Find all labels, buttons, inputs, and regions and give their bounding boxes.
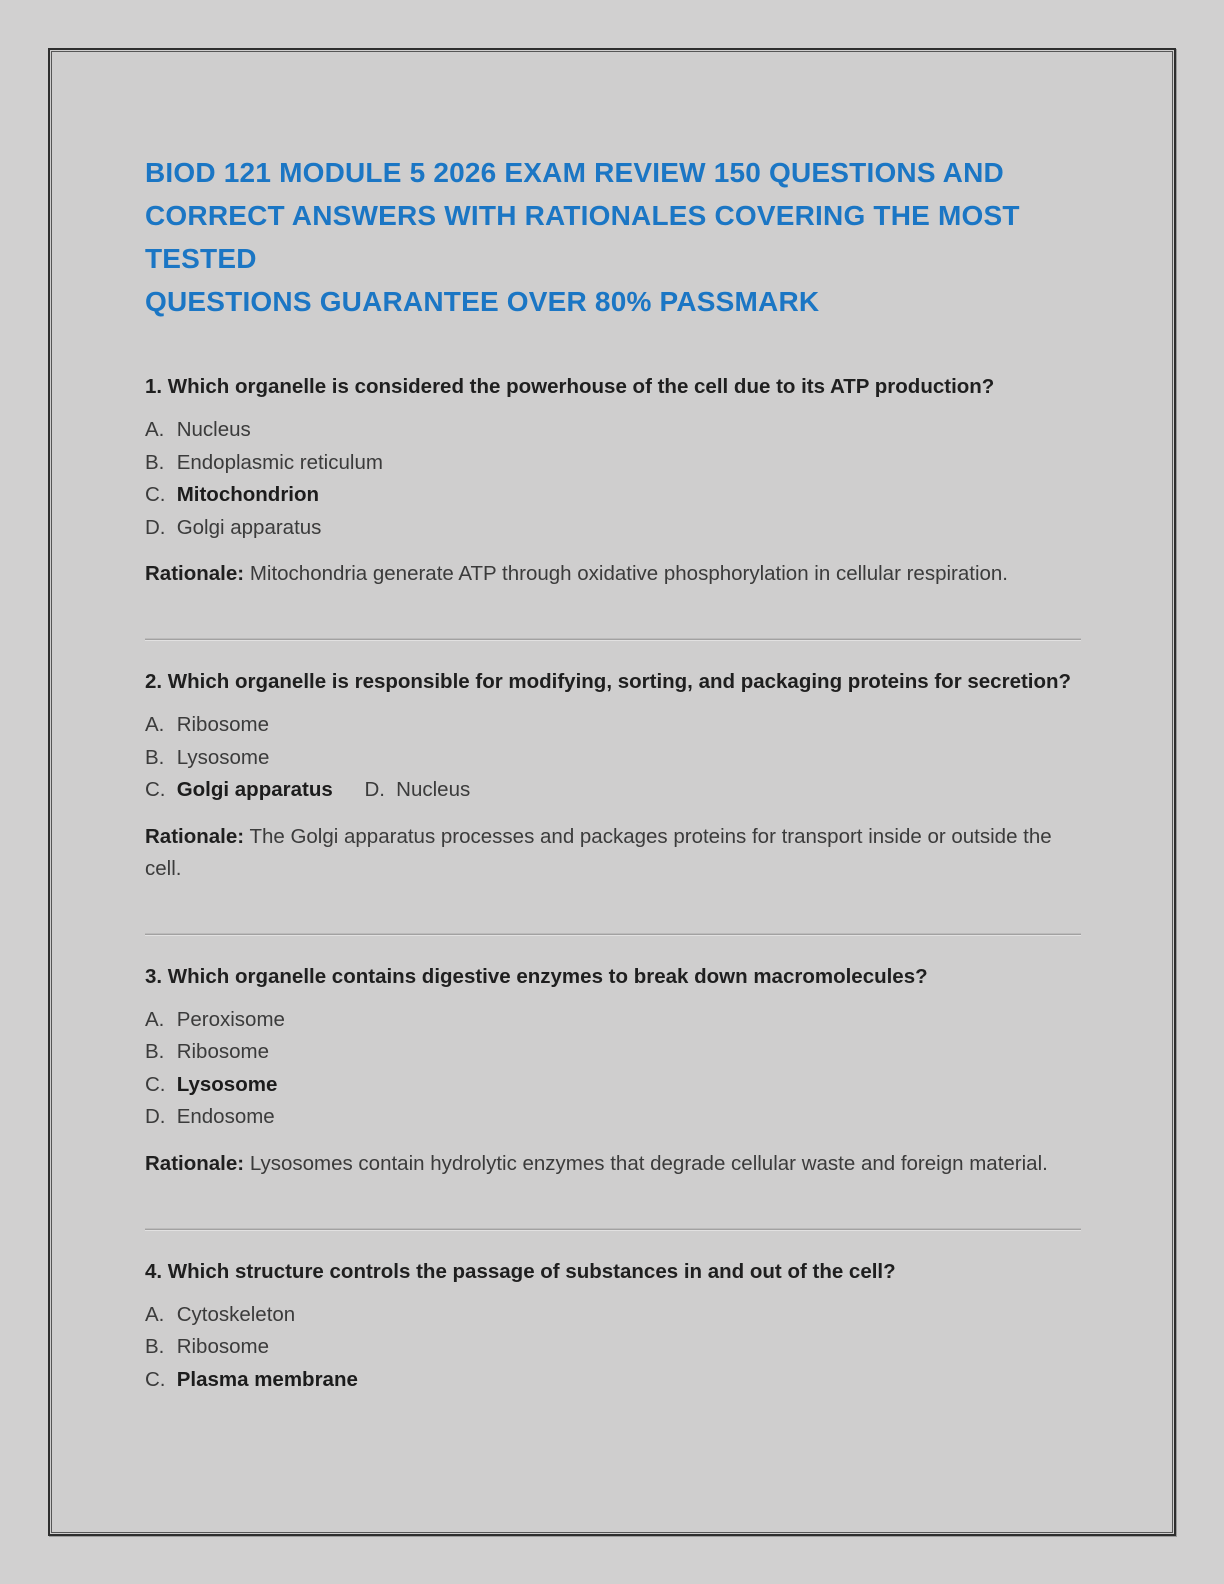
- options-list: [145, 414, 1076, 544]
- option-label: D.: [145, 1105, 166, 1128]
- rationale-label: Rationale:: [145, 1151, 245, 1175]
- option-label: A.: [145, 713, 165, 736]
- option-text: Endoplasmic reticulum: [176, 450, 383, 474]
- document-title-line: CORRECT ANSWERS WITH RATIONALES COVERING THE MOST TESTED: [145, 200, 1020, 274]
- option-label: B.: [145, 450, 165, 474]
- question-block-2: [145, 668, 1076, 885]
- rationale-text: The Golgi apparatus processes and packages proteins for transport inside or outside the cell.: [145, 824, 1052, 880]
- options-list: [145, 1004, 1076, 1134]
- question-divider: [145, 638, 1081, 641]
- document-title-line: BIOD 121 MODULE 5 2026 EXAM REVIEW 150 QUESTIONS AND: [145, 157, 1004, 188]
- option-text-correct: Plasma membrane: [176, 1367, 358, 1391]
- option-text: Ribosome: [176, 1040, 269, 1063]
- option-row: [145, 1299, 1076, 1332]
- option-row: [145, 479, 1076, 512]
- option-label: C.: [145, 778, 166, 801]
- option-text: Cytoskeleton: [176, 1302, 296, 1326]
- option-row: [145, 512, 1076, 545]
- rationale-label: Rationale:: [145, 562, 245, 585]
- option-label: B.: [145, 1040, 165, 1063]
- option-row: [145, 447, 1076, 480]
- rationale-text: Lysosomes contain hydrolytic enzymes that degrade cellular waste and foreign material.: [249, 1151, 1048, 1175]
- option-label: A.: [145, 1007, 165, 1031]
- option-row: [145, 1101, 1076, 1134]
- option-row: [145, 1036, 1076, 1069]
- option-text: Lysosome: [176, 745, 270, 769]
- option-text: Golgi apparatus: [176, 515, 322, 539]
- option-row: [145, 1004, 1076, 1037]
- option-row: [145, 1364, 1076, 1397]
- question-heading: 3. Which organelle contains digestive enzymes to break down macromolecules?: [145, 964, 928, 988]
- option-text: Ribosome: [176, 713, 269, 736]
- question-block-3: [145, 963, 1076, 1180]
- option-label: D.: [145, 515, 166, 539]
- option-label: C.: [145, 483, 166, 506]
- option-text: Endosome: [176, 1105, 275, 1128]
- option-label: B.: [145, 745, 165, 769]
- rationale-text: Mitochondria generate ATP through oxidative phosphorylation in cellular respiration.: [249, 562, 1009, 585]
- options-list: [145, 709, 1076, 807]
- options-list: [145, 1299, 1076, 1397]
- page-border-outer: [48, 48, 1176, 1536]
- option-row: [145, 1069, 1076, 1102]
- option-row-double: [145, 774, 1076, 807]
- option-text-correct: Lysosome: [176, 1072, 278, 1096]
- rationale: [145, 1148, 1076, 1180]
- option-row: [145, 742, 1076, 775]
- option-label: D.: [364, 778, 385, 801]
- question-heading: 4. Which structure controls the passage of substances in and out of the cell?: [145, 1259, 896, 1283]
- rationale-label: Rationale:: [145, 824, 245, 848]
- document-title-line: QUESTIONS GUARANTEE OVER 80% PASSMARK: [145, 286, 820, 317]
- option-row: [145, 709, 1076, 742]
- option-text: Ribosome: [176, 1335, 269, 1358]
- question-divider: [145, 1228, 1081, 1231]
- option-label: A.: [145, 418, 165, 441]
- option-text: Peroxisome: [176, 1007, 285, 1031]
- page-content: [52, 52, 1172, 1396]
- option-label: B.: [145, 1335, 165, 1358]
- rationale: [145, 558, 1076, 590]
- option-row: [145, 414, 1076, 447]
- rationale: [145, 821, 1076, 885]
- question-heading: 1. Which organelle is considered the powerhouse of the cell due to its ATP production?: [145, 375, 995, 398]
- option-label: C.: [145, 1072, 166, 1096]
- option-row: [145, 1331, 1076, 1364]
- question-block-4: [145, 1258, 1076, 1397]
- document-title: [145, 151, 1076, 323]
- page-border-inner: [51, 51, 1173, 1533]
- option-label: A.: [145, 1302, 165, 1326]
- question-block-1: [145, 373, 1076, 590]
- question-heading: 2. Which organelle is responsible for modifying, sorting, and packaging proteins for secretion?: [145, 670, 1072, 693]
- option-text-correct: Golgi apparatus: [176, 778, 333, 801]
- option-label: C.: [145, 1367, 166, 1391]
- option-text: Nucleus: [176, 418, 251, 441]
- option-text-correct: Mitochondrion: [176, 483, 320, 506]
- option-text: Nucleus: [396, 778, 471, 801]
- question-divider: [145, 933, 1081, 936]
